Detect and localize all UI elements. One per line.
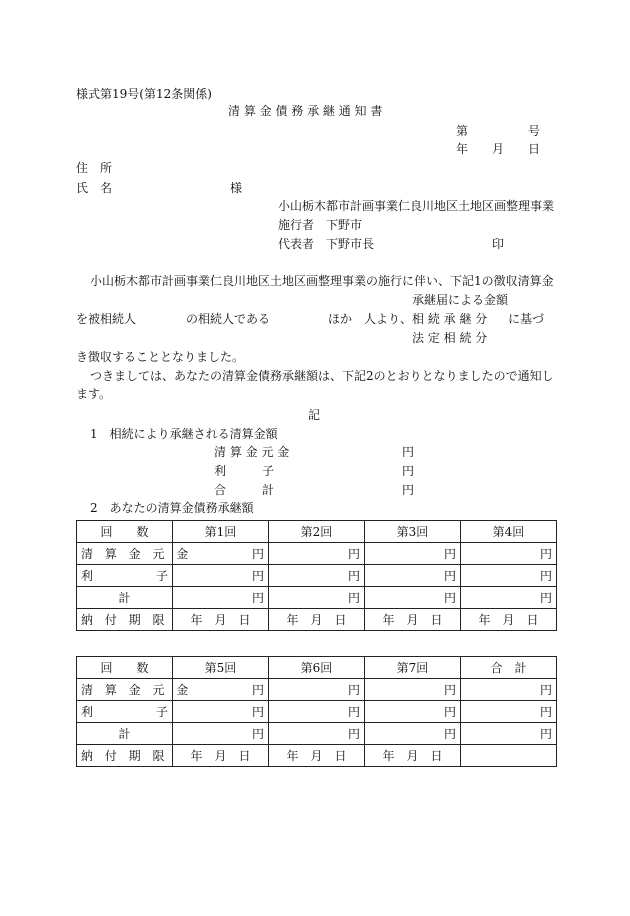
- table-row: [77, 565, 557, 587]
- yen-cell: 円: [365, 587, 461, 609]
- section2-heading: 2 あなたの清算金債務承継額: [90, 501, 254, 515]
- yen-cell: 円: [461, 701, 557, 723]
- installment-table-1: [76, 520, 557, 631]
- row-label-interest-b: 子: [155, 705, 168, 719]
- header-cell: 第2回: [269, 521, 365, 543]
- date-cell: 年 月 日: [173, 745, 269, 767]
- section1-unit: 円: [402, 483, 415, 497]
- body-line-3c: ほか 人より、: [328, 312, 413, 326]
- sender-executor: 施行者 下野市: [278, 218, 363, 232]
- body-line-3d: 相 続 承 継 分: [412, 312, 488, 326]
- row-label-due: 納 付 期 限: [77, 609, 173, 631]
- yen-cell: 円: [173, 587, 269, 609]
- number-suffix: 号: [528, 124, 541, 138]
- body-line-5: き徴収することとなりました。: [76, 350, 245, 364]
- table-row: [77, 587, 557, 609]
- yen-cell: 円: [365, 565, 461, 587]
- sender-project: 小山栃木都市計画事業仁良川地区土地区画整理事業: [278, 199, 555, 213]
- yen-cell: 円: [365, 701, 461, 723]
- yen-cell: 円: [269, 543, 365, 565]
- date-year: 年: [456, 142, 469, 156]
- body-line-6: つきましては、あなたの清算金債務承継額は、下記2のとおりとなりましたので通知し: [90, 369, 554, 383]
- header-cell: 第3回: [365, 521, 461, 543]
- number-prefix: 第: [456, 124, 469, 138]
- body-line-4: 法 定 相 続 分: [412, 331, 488, 345]
- table-row: [77, 543, 557, 565]
- yen-cell: 円: [269, 723, 365, 745]
- row-label-interest-a: 利: [81, 705, 94, 719]
- header-cell: 回 数: [77, 521, 173, 543]
- body-line-3a: を被相続人: [76, 312, 137, 326]
- row-label-principal: 清 算 金 元 金: [77, 679, 173, 701]
- yen-cell: 円: [461, 723, 557, 745]
- table-row: [77, 723, 557, 745]
- yen-cell: 円: [173, 565, 269, 587]
- yen-cell: 円: [269, 565, 365, 587]
- row-label-interest-a: 利: [81, 569, 94, 583]
- date-cell: 年 月 日: [269, 745, 365, 767]
- yen-cell: 円: [269, 701, 365, 723]
- row-label-total: 計: [77, 723, 173, 745]
- header-cell: 第5回: [173, 657, 269, 679]
- section1-label-interest: 利 子: [214, 464, 275, 478]
- header-cell: 第6回: [269, 657, 365, 679]
- seal-mark: 印: [492, 237, 505, 251]
- yen-cell: 円: [365, 679, 461, 701]
- section1-unit: 円: [402, 464, 415, 478]
- yen-cell: 円: [269, 679, 365, 701]
- date-day: 日: [528, 142, 541, 156]
- body-line-3e: に基づ: [508, 312, 545, 326]
- sender-representative: 代表者 下野市長: [278, 237, 375, 251]
- row-label-interest: [77, 565, 173, 587]
- yen-cell: 円: [461, 679, 557, 701]
- yen-cell: 円: [461, 565, 557, 587]
- row-label-principal: 清 算 金 元 金: [77, 543, 173, 565]
- ki-heading: 記: [308, 408, 321, 422]
- date-cell: 年 月 日: [365, 609, 461, 631]
- date-cell: 年 月 日: [461, 609, 557, 631]
- yen-cell: 円: [173, 679, 269, 701]
- row-label-due: 納 付 期 限: [77, 745, 173, 767]
- table-row: [77, 609, 557, 631]
- yen-cell: 円: [173, 543, 269, 565]
- row-label-total: 計: [77, 587, 173, 609]
- installment-table-2: [76, 656, 557, 767]
- yen-cell: 円: [365, 723, 461, 745]
- table-row: [77, 745, 557, 767]
- yen-cell: 円: [365, 543, 461, 565]
- body-line-2: 承継届による金額: [412, 293, 509, 307]
- header-cell: 第7回: [365, 657, 461, 679]
- empty-cell: [461, 745, 557, 767]
- table-header-row: [77, 521, 557, 543]
- row-label-interest: [77, 701, 173, 723]
- yen-cell: 円: [173, 701, 269, 723]
- name-label: 氏 名: [76, 181, 113, 195]
- header-cell: 第4回: [461, 521, 557, 543]
- date-cell: 年 月 日: [269, 609, 365, 631]
- table-row: [77, 701, 557, 723]
- table-header-row: [77, 657, 557, 679]
- yen-cell: 円: [461, 543, 557, 565]
- yen-cell: 円: [269, 587, 365, 609]
- honorific: 様: [230, 181, 243, 195]
- date-cell: 年 月 日: [173, 609, 269, 631]
- address-label: 住 所: [76, 161, 113, 175]
- section1-unit: 円: [402, 445, 415, 459]
- body-line-7: ます。: [76, 387, 112, 401]
- section1-heading: 1 相続により承継される清算金額: [90, 427, 278, 441]
- date-cell: 年 月 日: [365, 745, 461, 767]
- header-cell: 合 計: [461, 657, 557, 679]
- section1-label-total: 合 計: [214, 483, 275, 497]
- table-row: [77, 679, 557, 701]
- date-month: 月: [492, 142, 505, 156]
- section1-label-principal: 清 算 金 元 金: [214, 445, 290, 459]
- header-cell: 第1回: [173, 521, 269, 543]
- body-line-1: 小山栃木都市計画事業仁良川地区土地区画整理事業の施行に伴い、下記1の徴収清算金: [90, 274, 554, 288]
- yen-cell: 円: [461, 587, 557, 609]
- document-title: 清 算 金 債 務 承 継 通 知 書: [228, 104, 383, 118]
- yen-cell: 円: [173, 723, 269, 745]
- form-number: 様式第19号(第12条関係): [76, 87, 212, 101]
- body-line-3b: の相続人である: [186, 312, 271, 326]
- row-label-interest-b: 子: [155, 569, 168, 583]
- header-cell: 回 数: [77, 657, 173, 679]
